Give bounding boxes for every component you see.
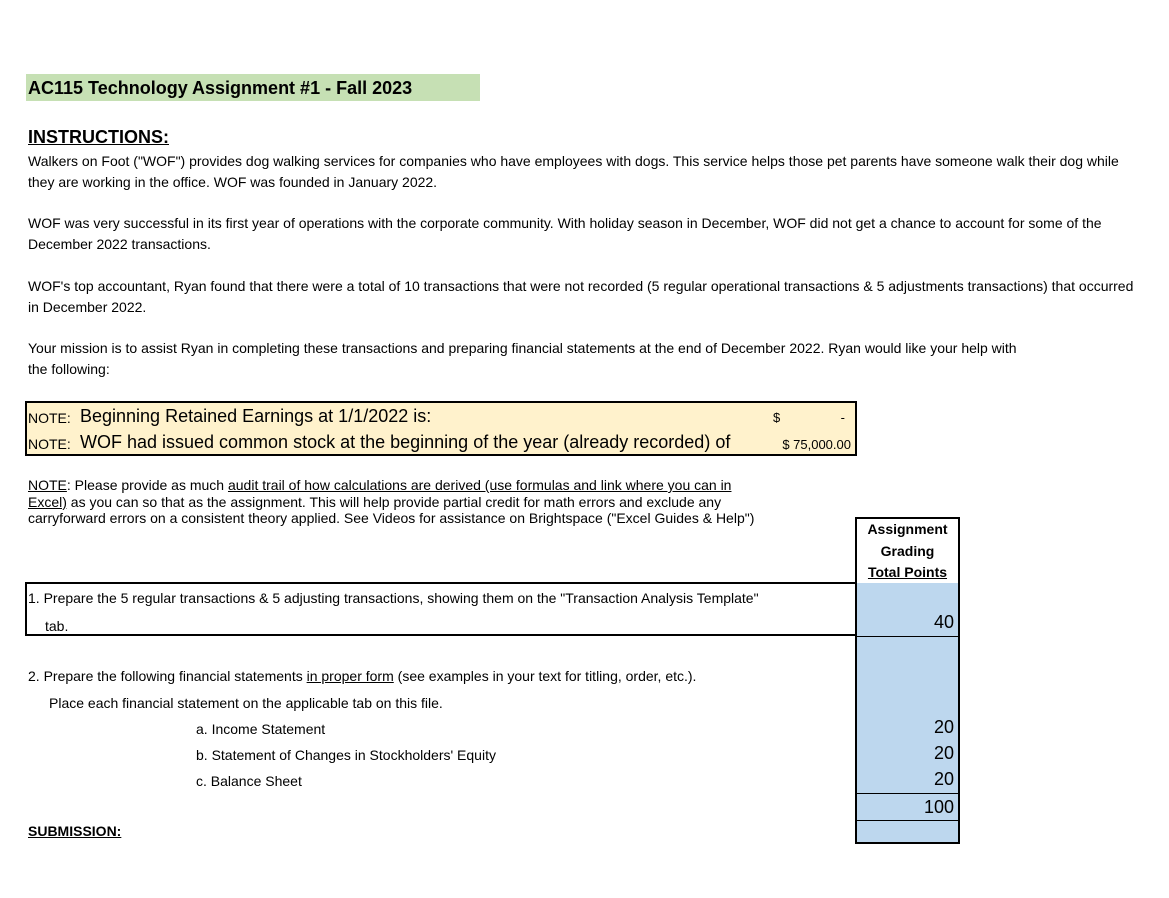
- statement-item-equity: b. Statement of Changes in Stockholders' Equity: [196, 747, 496, 763]
- instructions-paragraph-3: WOF's top accountant, Ryan found that there were a total of 10 transactions that were not recorded (5 regular operational transactions & 5 adjustments transactions) that occurred in December 2022.: [28, 278, 1134, 315]
- grading-column: [855, 517, 960, 844]
- grading-header: [857, 519, 958, 583]
- task-1-line-1: 1. Prepare the 5 regular transactions & 5 adjusting transactions, showing them on the "Transaction Analysis Template": [28, 590, 759, 606]
- grading-divider: [857, 636, 958, 637]
- note-row-common-stock: [27, 429, 855, 455]
- note-lead: : Please provide as much: [66, 477, 228, 493]
- instructions-paragraph-1: Walkers on Foot ("WOF") provides dog walking services for companies who have employees with dogs. This service helps those pet parents have someone walk their dog while they are working in the office. WOF was founded in January 2022.: [28, 153, 1119, 190]
- total-points: 100: [923, 797, 954, 817]
- grading-header-line-3: Total Points: [867, 564, 948, 580]
- instructions-paragraph-2: WOF was very successful in its first year of operations with the corporate community. With holiday season in December, WOF did not get a chance to account for some of the December 2022 transactions.: [28, 215, 1102, 252]
- task-2-lead: 2. Prepare the following financial statements: [28, 668, 307, 684]
- note-row-retained-earnings: [27, 403, 855, 429]
- statement-item-balance-sheet: c. Balance Sheet: [196, 773, 302, 789]
- instructions-heading: INSTRUCTIONS:: [28, 127, 169, 147]
- note-underlined: audit trail of how calculations are derived (use formulas and link where you can in Excel): [28, 477, 732, 510]
- statement-item-income: a. Income Statement: [196, 721, 326, 737]
- task-1-box: [25, 582, 857, 636]
- task-2-line-1: [28, 668, 696, 684]
- task-1-points: 40: [933, 612, 954, 632]
- note-text: WOF had issued common stock at the beginning of the year (already recorded) of: [80, 432, 731, 452]
- notes-box: [25, 401, 857, 456]
- statement-points-balance-sheet: 20: [933, 769, 954, 789]
- note-rest: as you can so that as the assignment. This will help provide partial credit for math errors and exclude any carryforward errors on a consistent theory applied. See Videos for assistance on Brightspace ("Excel Guides & Help"): [28, 493, 755, 526]
- audit-trail-note: [28, 477, 768, 527]
- note-value: $ 75,000.00: [782, 437, 851, 452]
- total-divider-bottom: [857, 820, 958, 821]
- task-2-underlined: in proper form: [306, 668, 394, 684]
- statement-points-equity: 20: [933, 743, 954, 763]
- note-text: Beginning Retained Earnings at 1/1/2022 is:: [80, 406, 432, 426]
- assignment-title: AC115 Technology Assignment #1 - Fall 2023: [26, 74, 480, 101]
- grading-header-line-1: Assignment: [867, 521, 948, 537]
- note-tag: NOTE:: [28, 410, 71, 426]
- note-tag: NOTE:: [28, 436, 71, 452]
- grading-header-line-2: Grading: [880, 542, 935, 559]
- note-value: -: [840, 410, 845, 425]
- instructions-paragraph-4: Your mission is to assist Ryan in completing these transactions and preparing financial statements at the end of December 2022. Ryan would like your help with the following:: [28, 340, 1017, 377]
- total-divider-top: [857, 793, 958, 794]
- task-2-line-2: Place each financial statement on the applicable tab on this file.: [49, 695, 443, 711]
- task-1-line-2: tab.: [45, 618, 69, 634]
- note-tag: NOTE: [28, 477, 67, 493]
- task-2-rest: (see examples in your text for titling, order, etc.).: [393, 668, 697, 684]
- statement-points-income: 20: [933, 717, 954, 737]
- note-dollar-sign: $: [773, 410, 781, 425]
- submission-heading: SUBMISSION:: [28, 823, 122, 839]
